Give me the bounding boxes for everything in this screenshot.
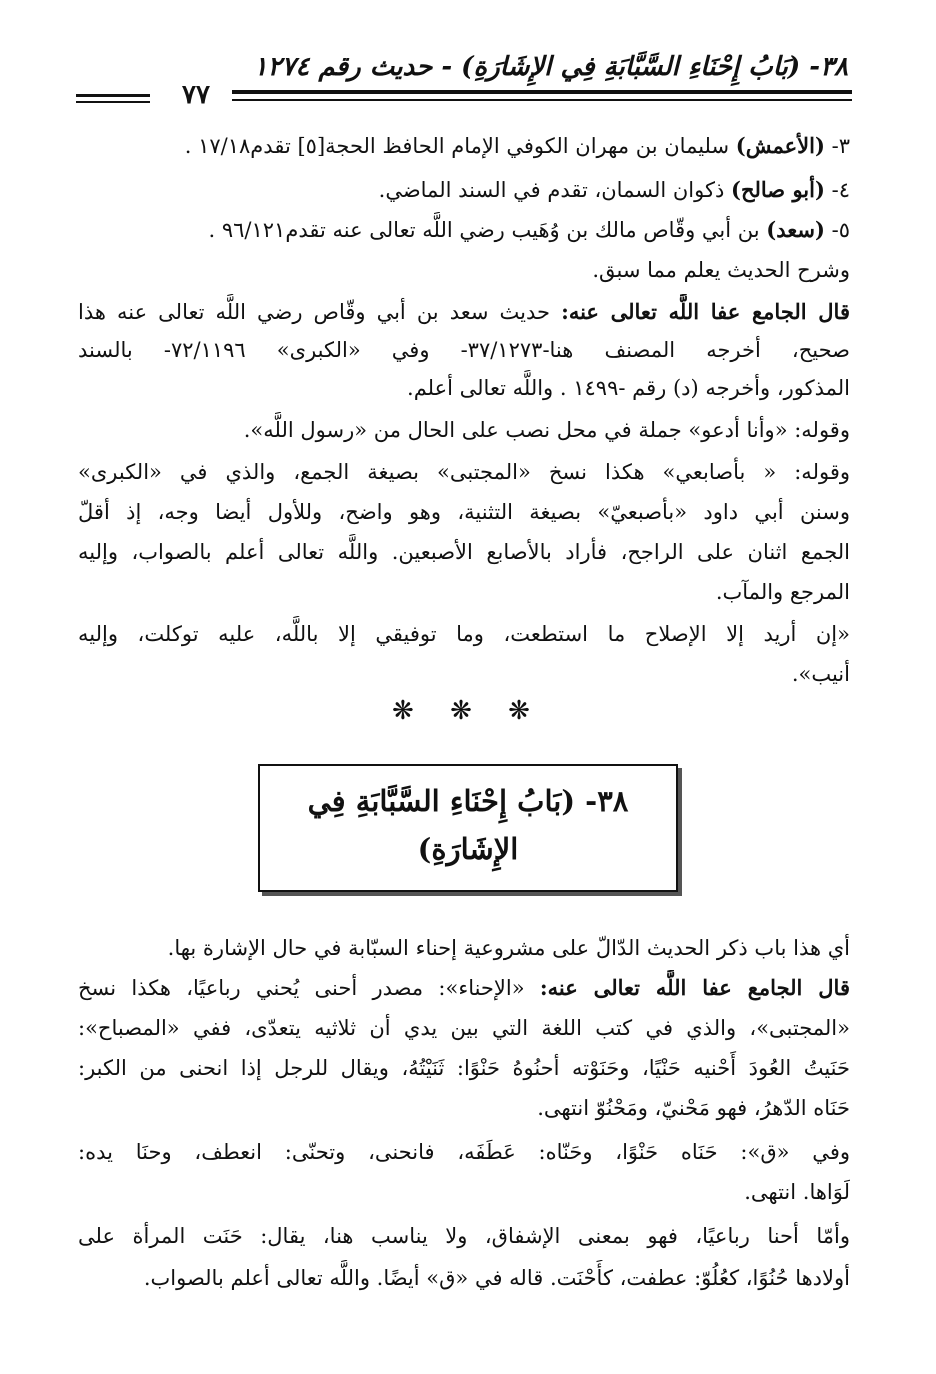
qamus-line: وفي «ق»: حَنَاه حَنْوًا، وحَنّاه: عَطَفَه، فانحنى، وتحنّى: انعطف، وحنَا يده: bbox=[78, 1140, 850, 1164]
narrator-entry bbox=[78, 128, 850, 164]
header-rule-right-thin bbox=[232, 99, 852, 101]
narrator-number: ٣- bbox=[831, 134, 850, 158]
narrator-text: بن أبي وقّاص مالك بن وُهَيب رضي اللَّه تعالى عنه تقدم٩٦/١٢١ . bbox=[208, 218, 760, 242]
qamus-line: لَوَاها. انتهى. bbox=[744, 1180, 850, 1204]
closing-line: أولادها حُنُوًا، كعُلُوّ: عطفت، كأَحْنَت. قاله في «ق» أيضًا. واللَّه تعالى أعلم بالصواب. bbox=[143, 1266, 850, 1290]
header-rule-right bbox=[232, 90, 852, 94]
jami-note-line bbox=[78, 970, 850, 1006]
narrator-name: (الأعمش) bbox=[735, 133, 825, 158]
commentary-line: وسنن أبي داود «بأصبعيّ» بصيغة التثنية، وهو واضح، وللأول أيضا وجه، إذ أقلّ bbox=[78, 500, 850, 524]
header-rule-left bbox=[76, 94, 150, 97]
section-separator: ❋ ❋ ❋ bbox=[392, 696, 544, 726]
chapter-title-box bbox=[258, 764, 678, 892]
quran-quote-line: «إن أريد إلا الإصلاح ما استطعت، وما توفيقي إلا باللَّه، عليه توكلت، وإليه bbox=[78, 622, 850, 646]
jami-note-line: حَنَيتُ العُودَ أَحْنيه حَنْيًا، وحَنَوْته أحنُوهُ حَنْوًا: ثَنَيْتُهُ، ويقال للرجل إذا انحنى من الكبر: bbox=[78, 1056, 850, 1080]
commentary-line: المرجع والمآب. bbox=[715, 580, 850, 604]
chapter-title-line: الإِشَارَةِ) bbox=[417, 832, 519, 866]
narrator-number: ٥- bbox=[831, 218, 850, 242]
jami-note-text: حديث سعد بن أبي وقّاص رضي اللَّه تعالى عنه هذا bbox=[78, 300, 550, 324]
commentary-line: وقوله: « بأصابعي» هكذا نسخ «المجتبى» بصيغة الجمع، والذي في «الكبرى» bbox=[78, 460, 850, 484]
running-header-title: ٣٨- (بَابُ إِحْنَاءِ السَّبَّابَةِ فِي الإِشَارَةِ) - حديث رقم ١٢٧٤ bbox=[253, 52, 848, 82]
jami-label: قال الجامع عفا اللَّه تعالى عنه: bbox=[561, 299, 850, 324]
jami-note-line bbox=[78, 294, 850, 330]
closing-line: وأمّا أحنا رباعيًا، فهو بمعنى الإشفاق، ولا يناسب هنا، يقال: حَنَت المرأة على bbox=[78, 1224, 850, 1248]
jami-note-line: المذكور، وأخرجه (د) رقم -١٤٩٩ . واللَّه تعالى أعلم. bbox=[407, 376, 850, 400]
narrator-entry bbox=[78, 212, 850, 248]
jami-label: قال الجامع عفا اللَّه تعالى عنه: bbox=[539, 975, 850, 1000]
jami-note-text: «الإحناء»: مصدر أحنى يُحني رباعيًا، هكذا نسخ bbox=[78, 976, 525, 1000]
jami-note-line: حَنَاه الدّهرُ، فهو مَحْنيّ، ومَحْنُوّ انتهى. bbox=[537, 1096, 850, 1120]
page-number: ٧٧ bbox=[182, 80, 210, 110]
narrator-number: ٤- bbox=[831, 178, 850, 202]
commentary-line: وقوله: «وأنا أدعو» جملة في محل نصب على الحال من «رسول اللَّه». bbox=[243, 418, 850, 442]
header-rule-left-thin bbox=[76, 101, 150, 103]
chapter-title-line: ٣٨- (بَابُ إِحْنَاءِ السَّبَّابَةِ فِي bbox=[307, 784, 629, 818]
narrator-text: سليمان بن مهران الكوفي الإمام الحافظ الحجة[٥] تقدم١٧/١٨ . bbox=[184, 134, 730, 158]
narrator-name: (سعد) bbox=[766, 217, 825, 242]
chapter-intro: أي هذا باب ذكر الحديث الدّالّ على مشروعية إحناء السبّابة في حال الإشارة بها. bbox=[167, 936, 850, 960]
narrator-text: ذكوان السمان، تقدم في السند الماضي. bbox=[378, 178, 725, 202]
jami-note-line: صحيح، أخرجه المصنف هنا-٣٧/١٢٧٣- وفي «الكبرى» ٧٢/١١٩٦- بالسند bbox=[78, 338, 850, 362]
jami-note-line: «المجتبى»، والذي في كتب اللغة التي بين يدي أن ثلاثيه يتعدّى، ففي «المصباح»: bbox=[78, 1016, 850, 1040]
commentary-line: الجمع اثنان على الراجح، فأراد بالأصابع الأصبعين. واللَّه تعالى أعلم بالصواب، وإليه bbox=[78, 540, 850, 564]
quran-quote-line: أنيب». bbox=[791, 662, 850, 686]
narrator-name: (أبو صالح) bbox=[731, 177, 825, 202]
explanation-line: وشرح الحديث يعلم مما سبق. bbox=[592, 258, 850, 282]
narrator-entry bbox=[78, 172, 850, 208]
